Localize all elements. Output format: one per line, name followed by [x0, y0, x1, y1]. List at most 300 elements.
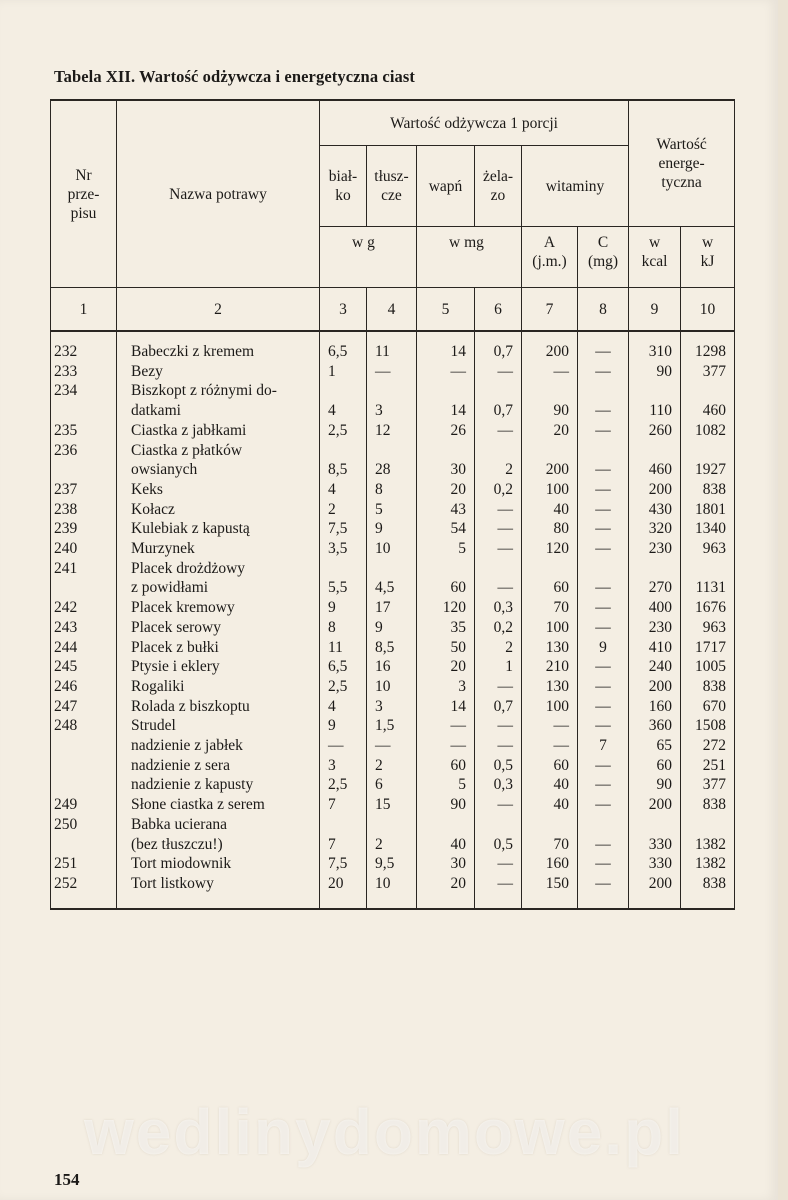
iron-value	[475, 441, 522, 461]
kcal-value: 200	[629, 677, 681, 697]
dish-name: Tort listkowy	[117, 874, 320, 909]
fat-value: 3	[367, 401, 417, 421]
calcium-value: —	[417, 362, 475, 382]
table-row	[51, 500, 735, 520]
protein-value: 7,5	[320, 854, 367, 874]
fat-value: 9	[367, 618, 417, 638]
vitamin-c-value: —	[578, 578, 629, 598]
dish-name: owsianych	[117, 460, 320, 480]
kcal-value: 430	[629, 500, 681, 520]
vitamin-a-value: 130	[522, 638, 578, 658]
kj-value: 251	[681, 756, 735, 776]
vitamin-c-value	[578, 381, 629, 401]
calcium-value: 54	[417, 519, 475, 539]
dish-name: Rogaliki	[117, 677, 320, 697]
calcium-value: 20	[417, 480, 475, 500]
dish-name: Słone ciastka z serem	[117, 795, 320, 815]
table-row	[51, 539, 735, 559]
row-number: 241	[51, 559, 117, 579]
fat-value: 1,5	[367, 716, 417, 736]
calcium-value: —	[417, 736, 475, 756]
fat-value	[367, 815, 417, 835]
kj-value: 1676	[681, 598, 735, 618]
kcal-value	[629, 441, 681, 461]
kcal-value: 230	[629, 539, 681, 559]
fat-value: 17	[367, 598, 417, 618]
fat-value: 12	[367, 421, 417, 441]
vitamin-a-value: 100	[522, 480, 578, 500]
vitamin-a-value	[522, 441, 578, 461]
nutrition-table	[50, 99, 735, 910]
kcal-value: 330	[629, 854, 681, 874]
protein-value: 2,5	[320, 421, 367, 441]
table-row	[51, 618, 735, 638]
iron-value	[475, 381, 522, 401]
vitamin-a-value: 40	[522, 795, 578, 815]
calcium-value: 14	[417, 331, 475, 362]
dish-name: Babka ucierana	[117, 815, 320, 835]
header-vit-c: C (mg)	[578, 227, 629, 288]
row-number: 239	[51, 519, 117, 539]
kcal-value: 270	[629, 578, 681, 598]
kcal-value: 310	[629, 331, 681, 362]
protein-value: 9	[320, 716, 367, 736]
iron-value: —	[475, 362, 522, 382]
iron-value: —	[475, 578, 522, 598]
header-protein: biał- ko	[320, 146, 367, 227]
dish-name: Biszkopt z różnymi do-	[117, 381, 320, 401]
vitamin-a-value: 200	[522, 331, 578, 362]
table-row	[51, 401, 735, 421]
iron-value: —	[475, 795, 522, 815]
vitamin-a-value	[522, 815, 578, 835]
fat-value: 9	[367, 519, 417, 539]
table-row	[51, 441, 735, 461]
fat-value: 8,5	[367, 638, 417, 658]
kj-value: 377	[681, 775, 735, 795]
vitamin-c-value: —	[578, 756, 629, 776]
kcal-value: 60	[629, 756, 681, 776]
row-number	[51, 401, 117, 421]
fat-value	[367, 559, 417, 579]
watermark: wedlinydomowe.pl	[84, 1096, 685, 1168]
dish-name: Placek serowy	[117, 618, 320, 638]
iron-value: 0,7	[475, 331, 522, 362]
vitamin-a-value: 100	[522, 697, 578, 717]
column-number-row	[51, 288, 735, 332]
page-number: 154	[54, 1170, 80, 1189]
kj-value: 460	[681, 401, 735, 421]
protein-value: 7	[320, 795, 367, 815]
kcal-value: 400	[629, 598, 681, 618]
table-title: Tabela XII. Wartość odżywcza i energetyczna ciast	[54, 67, 415, 86]
kj-value	[681, 815, 735, 835]
vitamin-a-value: 210	[522, 657, 578, 677]
fat-value: 16	[367, 657, 417, 677]
kj-value: 1508	[681, 716, 735, 736]
fat-value: 10	[367, 677, 417, 697]
calcium-value: 120	[417, 598, 475, 618]
calcium-value: 40	[417, 835, 475, 855]
iron-value: —	[475, 736, 522, 756]
iron-value: 0,5	[475, 756, 522, 776]
table-row	[51, 677, 735, 697]
row-number	[51, 460, 117, 480]
table-row	[51, 835, 735, 855]
table-row	[51, 736, 735, 756]
protein-value: 8,5	[320, 460, 367, 480]
header-calcium: wapń	[417, 146, 475, 227]
dish-name: Placek z bułki	[117, 638, 320, 658]
row-number	[51, 835, 117, 855]
vitamin-a-value: 90	[522, 401, 578, 421]
row-number: 234	[51, 381, 117, 401]
kcal-value: 90	[629, 362, 681, 382]
dish-name: datkami	[117, 401, 320, 421]
calcium-value	[417, 559, 475, 579]
kj-value	[681, 381, 735, 401]
kj-value: 1005	[681, 657, 735, 677]
vitamin-a-value: 200	[522, 460, 578, 480]
dish-name: z powidłami	[117, 578, 320, 598]
row-number: 246	[51, 677, 117, 697]
vitamin-a-value: 100	[522, 618, 578, 638]
calcium-value: 60	[417, 578, 475, 598]
header-unit-g: w g	[320, 227, 417, 288]
vitamin-c-value: —	[578, 775, 629, 795]
col-number: 5	[417, 288, 475, 332]
calcium-value: 3	[417, 677, 475, 697]
dish-name: Ciastka z płatków	[117, 441, 320, 461]
header-kcal: w kcal	[629, 227, 681, 288]
protein-value: 2,5	[320, 677, 367, 697]
col-number: 2	[117, 288, 320, 332]
calcium-value	[417, 381, 475, 401]
kcal-value: 90	[629, 775, 681, 795]
row-number: 233	[51, 362, 117, 382]
calcium-value: 5	[417, 539, 475, 559]
header-iron: żela- zo	[475, 146, 522, 227]
fat-value	[367, 381, 417, 401]
row-number: 238	[51, 500, 117, 520]
row-number: 248	[51, 716, 117, 736]
calcium-value: 90	[417, 795, 475, 815]
fat-value: 4,5	[367, 578, 417, 598]
vitamin-a-value: —	[522, 716, 578, 736]
dish-name: Murzynek	[117, 539, 320, 559]
vitamin-c-value: —	[578, 677, 629, 697]
vitamin-a-value: 120	[522, 539, 578, 559]
vitamin-a-value: 60	[522, 756, 578, 776]
calcium-value: 20	[417, 657, 475, 677]
table-row	[51, 756, 735, 776]
calcium-value: 14	[417, 697, 475, 717]
table-row	[51, 657, 735, 677]
table-row	[51, 795, 735, 815]
table-row	[51, 815, 735, 835]
kcal-value: 260	[629, 421, 681, 441]
header-vitamins: witaminy	[522, 146, 629, 227]
header-nr: Nr prze- pisu	[51, 100, 117, 288]
kcal-value: 200	[629, 795, 681, 815]
protein-value: 3	[320, 756, 367, 776]
iron-value: —	[475, 874, 522, 909]
iron-value: —	[475, 854, 522, 874]
col-number: 7	[522, 288, 578, 332]
kj-value: 838	[681, 480, 735, 500]
kcal-value: 160	[629, 697, 681, 717]
kcal-value: 330	[629, 835, 681, 855]
kj-value: 1082	[681, 421, 735, 441]
header-nutrition-group: Wartość odżywcza 1 porcji	[320, 100, 629, 146]
row-number: 249	[51, 795, 117, 815]
protein-value: —	[320, 736, 367, 756]
vitamin-c-value: —	[578, 874, 629, 909]
table-row	[51, 854, 735, 874]
vitamin-c-value: —	[578, 500, 629, 520]
calcium-value: 14	[417, 401, 475, 421]
iron-value: 0,3	[475, 598, 522, 618]
protein-value: 11	[320, 638, 367, 658]
vitamin-a-value	[522, 559, 578, 579]
col-number: 10	[681, 288, 735, 332]
protein-value: 1	[320, 362, 367, 382]
iron-value: —	[475, 716, 522, 736]
row-number	[51, 578, 117, 598]
iron-value: —	[475, 519, 522, 539]
dish-name: Placek drożdżowy	[117, 559, 320, 579]
protein-value	[320, 441, 367, 461]
dish-name: nadzienie z kapusty	[117, 775, 320, 795]
table-row	[51, 559, 735, 579]
fat-value: 2	[367, 835, 417, 855]
table-row	[51, 421, 735, 441]
kcal-value: 460	[629, 460, 681, 480]
vitamin-c-value: —	[578, 519, 629, 539]
kj-value: 272	[681, 736, 735, 756]
protein-value: 4	[320, 697, 367, 717]
vitamin-c-value: —	[578, 421, 629, 441]
iron-value: 2	[475, 638, 522, 658]
kj-value: 963	[681, 539, 735, 559]
iron-value: —	[475, 677, 522, 697]
kcal-value: 200	[629, 480, 681, 500]
vitamin-a-value: —	[522, 736, 578, 756]
fat-value: 2	[367, 756, 417, 776]
fat-value: 6	[367, 775, 417, 795]
table-body	[51, 331, 735, 909]
protein-value	[320, 815, 367, 835]
row-number: 242	[51, 598, 117, 618]
vitamin-c-value	[578, 441, 629, 461]
dish-name: Ptysie i eklery	[117, 657, 320, 677]
iron-value: 0,7	[475, 401, 522, 421]
protein-value: 3,5	[320, 539, 367, 559]
dish-name: nadzienie z jabłek	[117, 736, 320, 756]
row-number: 245	[51, 657, 117, 677]
kj-value: 670	[681, 697, 735, 717]
vitamin-c-value: 9	[578, 638, 629, 658]
iron-value: 2	[475, 460, 522, 480]
table-row	[51, 480, 735, 500]
kj-value	[681, 559, 735, 579]
col-number: 1	[51, 288, 117, 332]
header-vit-a: A (j.m.)	[522, 227, 578, 288]
fat-value: 9,5	[367, 854, 417, 874]
fat-value: 8	[367, 480, 417, 500]
table-row	[51, 716, 735, 736]
protein-value: 6,5	[320, 331, 367, 362]
dish-name: Rolada z biszkoptu	[117, 697, 320, 717]
vitamin-c-value: —	[578, 362, 629, 382]
row-number	[51, 756, 117, 776]
vitamin-c-value: —	[578, 835, 629, 855]
table-row	[51, 697, 735, 717]
iron-value: 1	[475, 657, 522, 677]
kj-value: 377	[681, 362, 735, 382]
kj-value: 838	[681, 874, 735, 909]
kcal-value: 360	[629, 716, 681, 736]
kj-value: 1131	[681, 578, 735, 598]
vitamin-c-value: 7	[578, 736, 629, 756]
vitamin-c-value: —	[578, 697, 629, 717]
kcal-value: 110	[629, 401, 681, 421]
dish-name: Kołacz	[117, 500, 320, 520]
vitamin-c-value: —	[578, 795, 629, 815]
fat-value: 10	[367, 874, 417, 909]
iron-value: 0,2	[475, 618, 522, 638]
fat-value	[367, 441, 417, 461]
iron-value: —	[475, 500, 522, 520]
row-number: 232	[51, 331, 117, 362]
vitamin-a-value: 60	[522, 578, 578, 598]
calcium-value: 30	[417, 854, 475, 874]
vitamin-a-value: 20	[522, 421, 578, 441]
protein-value	[320, 381, 367, 401]
row-number: 252	[51, 874, 117, 909]
col-number: 8	[578, 288, 629, 332]
vitamin-c-value	[578, 815, 629, 835]
protein-value	[320, 559, 367, 579]
vitamin-a-value: 40	[522, 500, 578, 520]
vitamin-c-value: —	[578, 854, 629, 874]
col-number: 6	[475, 288, 522, 332]
calcium-value: 5	[417, 775, 475, 795]
kcal-value: 230	[629, 618, 681, 638]
calcium-value: 43	[417, 500, 475, 520]
vitamin-a-value: 80	[522, 519, 578, 539]
table-row	[51, 331, 735, 362]
header-kj: w kJ	[681, 227, 735, 288]
col-number: 3	[320, 288, 367, 332]
dish-name: Ciastka z jabłkami	[117, 421, 320, 441]
kj-value: 1298	[681, 331, 735, 362]
calcium-value: 20	[417, 874, 475, 909]
dish-name: Bezy	[117, 362, 320, 382]
vitamin-c-value: —	[578, 716, 629, 736]
table-row	[51, 874, 735, 909]
table-row	[51, 638, 735, 658]
fat-value: 3	[367, 697, 417, 717]
row-number: 243	[51, 618, 117, 638]
calcium-value	[417, 815, 475, 835]
protein-value: 6,5	[320, 657, 367, 677]
protein-value: 9	[320, 598, 367, 618]
protein-value: 20	[320, 874, 367, 909]
iron-value: 0,7	[475, 697, 522, 717]
vitamin-c-value: —	[578, 480, 629, 500]
row-number	[51, 736, 117, 756]
header-unit-mg: w mg	[417, 227, 522, 288]
iron-value: 0,3	[475, 775, 522, 795]
row-number: 237	[51, 480, 117, 500]
row-number	[51, 775, 117, 795]
dish-name: Kulebiak z kapustą	[117, 519, 320, 539]
vitamin-c-value: —	[578, 598, 629, 618]
kj-value: 838	[681, 677, 735, 697]
kcal-value	[629, 381, 681, 401]
header-name: Nazwa potrawy	[117, 100, 320, 288]
protein-value: 5,5	[320, 578, 367, 598]
kj-value: 1382	[681, 835, 735, 855]
kj-value: 1382	[681, 854, 735, 874]
dish-name: Strudel	[117, 716, 320, 736]
dish-name: Keks	[117, 480, 320, 500]
fat-value: —	[367, 736, 417, 756]
vitamin-a-value: 70	[522, 835, 578, 855]
kj-value: 1801	[681, 500, 735, 520]
table-row	[51, 381, 735, 401]
row-number: 247	[51, 697, 117, 717]
col-number: 4	[367, 288, 417, 332]
iron-value: 0,2	[475, 480, 522, 500]
kcal-value: 410	[629, 638, 681, 658]
row-number: 236	[51, 441, 117, 461]
vitamin-a-value: 130	[522, 677, 578, 697]
kj-value: 1717	[681, 638, 735, 658]
protein-value: 8	[320, 618, 367, 638]
table-row	[51, 775, 735, 795]
page-edge	[778, 0, 788, 1200]
calcium-value: 60	[417, 756, 475, 776]
calcium-value	[417, 441, 475, 461]
calcium-value: —	[417, 716, 475, 736]
row-number: 250	[51, 815, 117, 835]
vitamin-c-value: —	[578, 618, 629, 638]
vitamin-c-value: —	[578, 401, 629, 421]
vitamin-a-value: 160	[522, 854, 578, 874]
kj-value	[681, 441, 735, 461]
kj-value: 1340	[681, 519, 735, 539]
fat-value: 28	[367, 460, 417, 480]
kcal-value: 65	[629, 736, 681, 756]
kj-value: 1927	[681, 460, 735, 480]
row-number: 244	[51, 638, 117, 658]
iron-value: —	[475, 539, 522, 559]
protein-value: 4	[320, 401, 367, 421]
dish-name: Placek kremowy	[117, 598, 320, 618]
iron-value: —	[475, 421, 522, 441]
kcal-value	[629, 815, 681, 835]
row-number: 240	[51, 539, 117, 559]
vitamin-c-value: —	[578, 331, 629, 362]
vitamin-a-value: —	[522, 362, 578, 382]
table-row	[51, 598, 735, 618]
row-number: 235	[51, 421, 117, 441]
vitamin-a-value: 40	[522, 775, 578, 795]
calcium-value: 26	[417, 421, 475, 441]
fat-value: 15	[367, 795, 417, 815]
